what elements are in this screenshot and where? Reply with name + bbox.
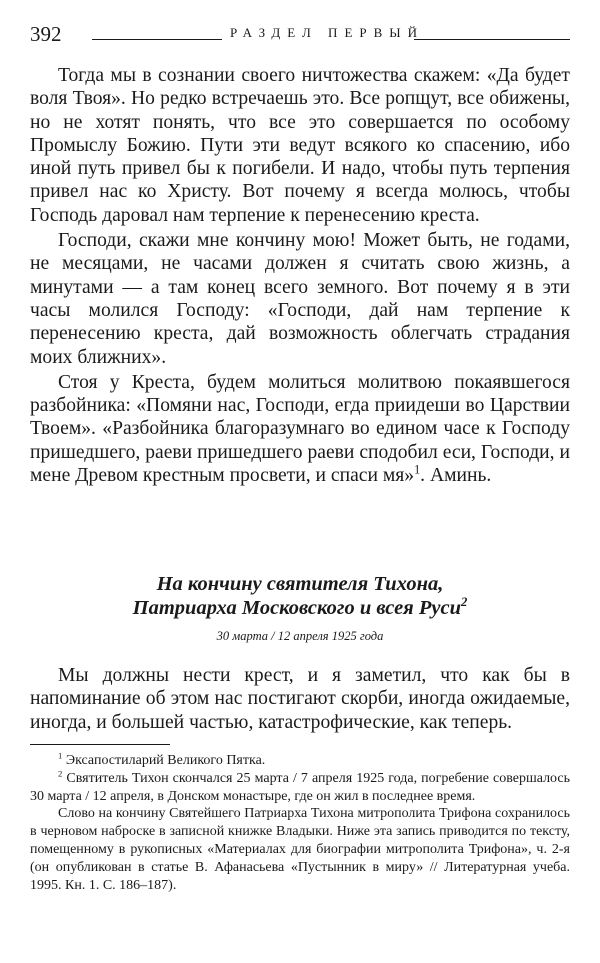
running-title: РАЗДЕЛ ПЕРВЫЙ: [230, 25, 425, 40]
section-title-text: Патриарха Московского и всея Руси: [132, 597, 461, 619]
footnote-ref: 1: [414, 462, 421, 477]
footnote-ref: 2: [460, 595, 468, 610]
paragraph: Тогда мы в сознании своего ничтожества скажем: «Да будет воля Твоя». Но редко встречаешь это. Все ропщут, все обижены, но не хотят понять, что все это совершается по особому Промыслу Божию. Пути эти ведут всякого ко спасению, ибо иной путь привел бы к погибели. И надо, чтобы путь терпения привел нас ко Христу. Вот почему я всегда молюсь, чтобы Господь даровал нам терпение к перенесению креста.: [30, 65, 570, 226]
section-title-line: [80, 596, 520, 620]
footnotes: [30, 752, 570, 894]
footnote-text: Святитель Тихон скончался 25 марта / 7 апреля 1925 года, погребение совершалось 30 марта / 12 апреля, в Донском монастыре, где он жил в последнее время.: [30, 770, 570, 804]
footnote: [30, 752, 570, 770]
section-date: 30 марта / 12 апреля 1925 года: [216, 629, 384, 643]
paragraph-text: Стоя у Креста, будем молиться молитвою покаявшегося разбойника: «Помяни нас, Господи, егда приидеши во Царствии Твоем». «Разбойника благоразумнаго во едином часе к Господу пришедшего, раеви пришедшего раеви сподобил еси, Господи, и мене Древом крестным просвети, и спаси мя»: [30, 371, 570, 487]
section-text: [30, 664, 570, 734]
paragraph-ending: . Аминь.: [420, 465, 492, 487]
footnote-marker: 1: [58, 750, 63, 761]
footnote: [30, 770, 570, 806]
page-header: [30, 22, 570, 46]
section-title-line: На кончину святителя Тихона,: [156, 573, 444, 595]
paragraph: Мы должны нести крест, и я заметил, что как бы в напоминание об этом нас постигают скорби, иногда ожидаемые, иногда, и большей частью, катастрофические, как теперь.: [30, 665, 570, 733]
footnote-text: Эксапостиларий Великого Пятка.: [62, 753, 266, 768]
footnote-marker: 2: [58, 768, 63, 779]
footnote-note: Слово на кончину Святейшего Патриарха Тихона митрополита Трифона сохранилось в черновом наброске в записной книжке Владыки. Ниже эта запись приводится по тексту, помещенному в рукописных «Материалах для биографии митрополита Трифона», ч. 2-я (он опубликован в статье В. Афанасьева «Пустынник в миру» // Литературная учеба. 1995. Кн. 1. С. 186–187).: [30, 806, 570, 893]
paragraph: [30, 371, 570, 487]
section-title: [80, 572, 520, 620]
main-text: [30, 64, 570, 487]
header-rule-left: [92, 39, 222, 40]
header-rule-right: [414, 39, 570, 40]
page-number: 392: [30, 22, 62, 46]
paragraph: Господи, скажи мне кончину мою! Может быть, не годами, не месяцами, не часами должен я считать свою жизнь, а минутами — а там конец всего земного. Вот почему я в эти часы молился Господу: «Господи, дай нам терпение к перенесению креста, дай возможность облегчать страдания моих ближних».: [30, 230, 570, 368]
footnote-divider: [30, 744, 170, 745]
